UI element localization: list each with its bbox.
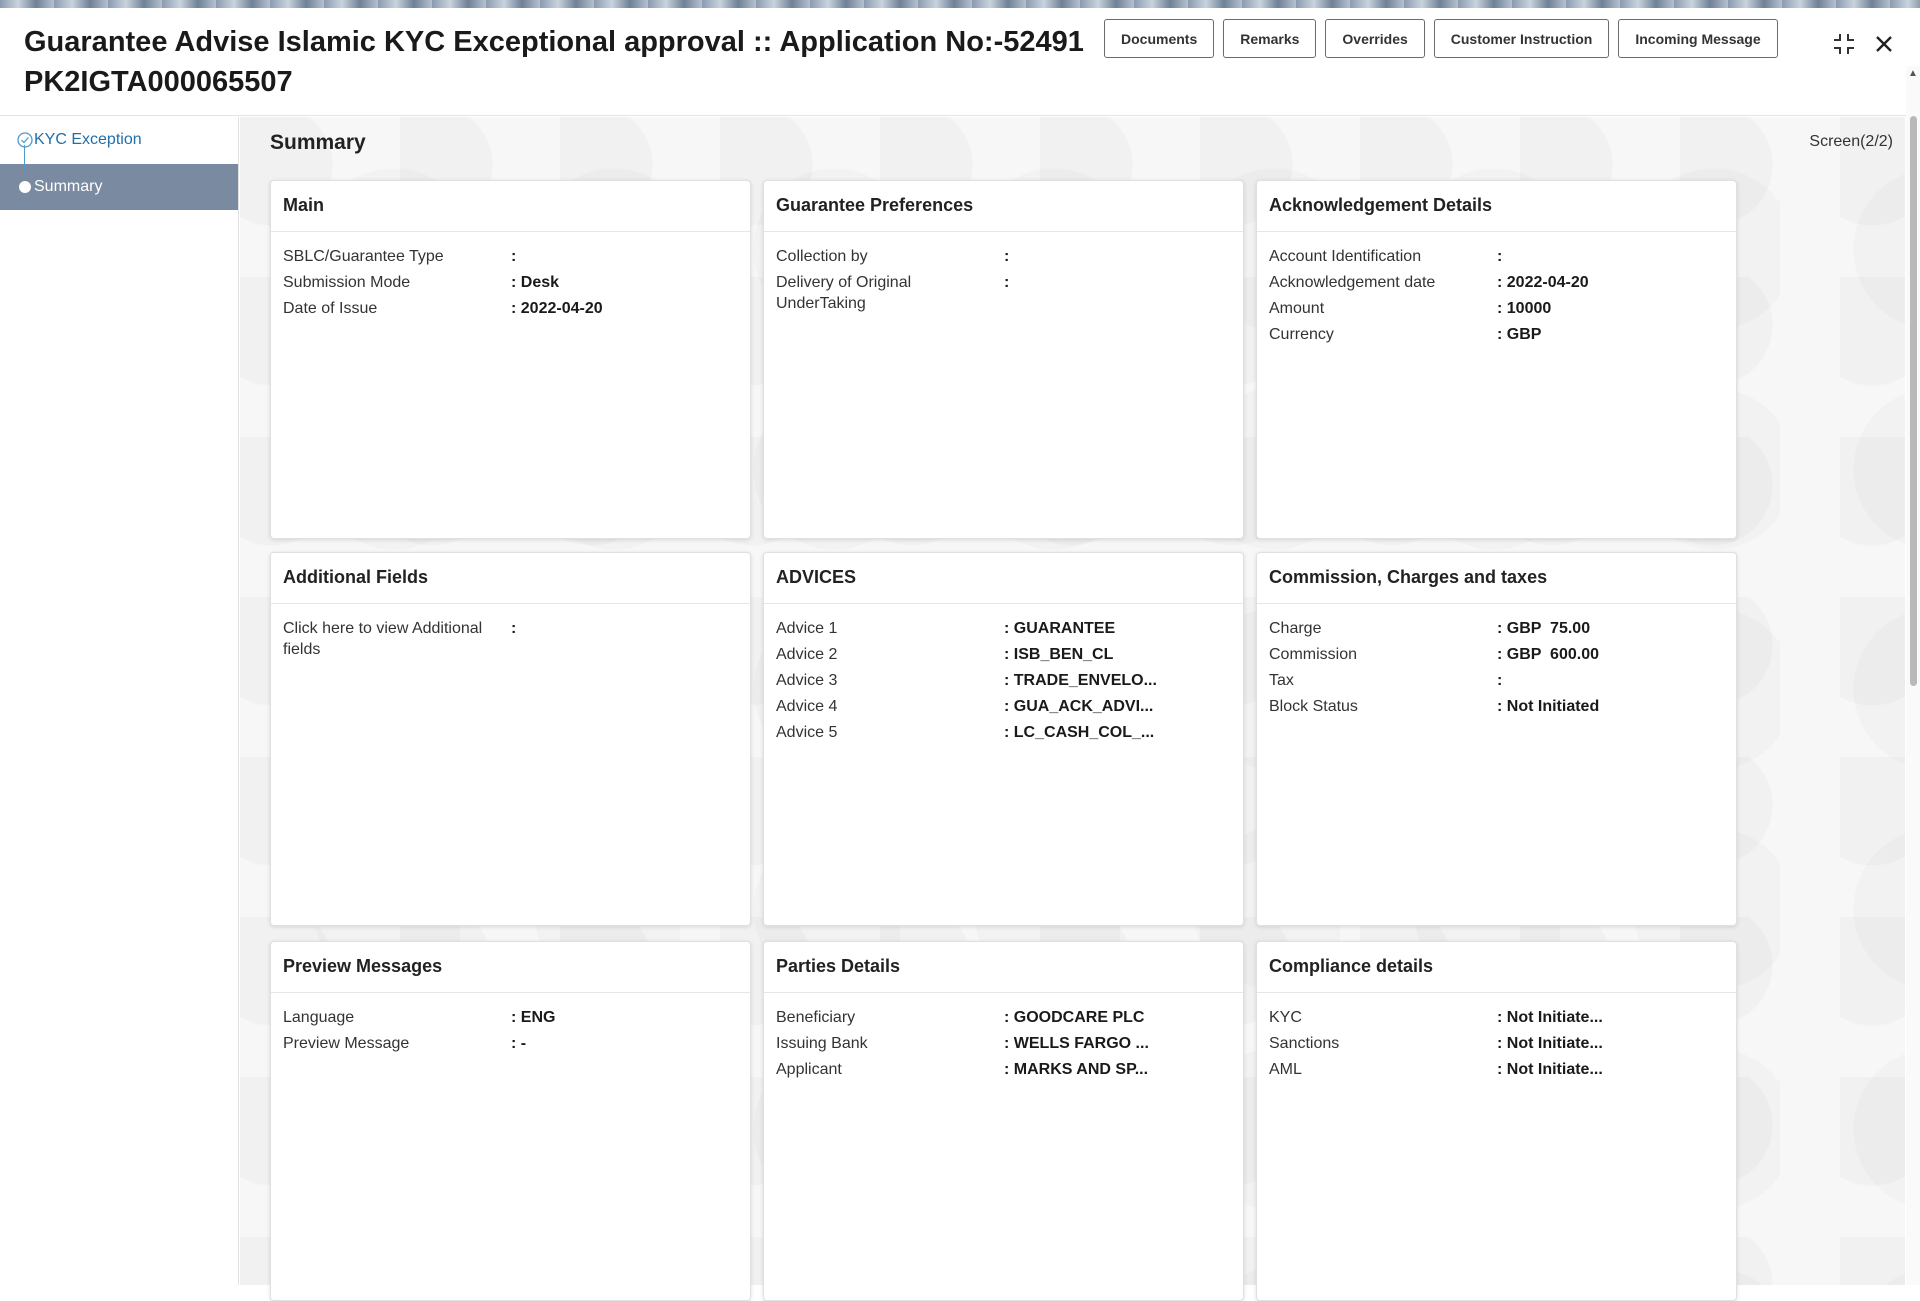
card-acknowledgement-details[interactable] xyxy=(1256,180,1737,539)
field-row xyxy=(1269,1033,1724,1054)
step-connector xyxy=(24,145,25,169)
field-value: : ENG xyxy=(511,1007,555,1028)
scrollbar-thumb[interactable] xyxy=(1910,116,1917,686)
field-value: : Not Initiate... xyxy=(1497,1033,1603,1054)
sidebar-step-label: Summary xyxy=(34,178,103,195)
field-row xyxy=(283,246,738,267)
field-label: AML xyxy=(1269,1061,1302,1078)
section-title: Summary xyxy=(270,131,366,154)
field-row xyxy=(283,298,738,319)
page-title-line1: Guarantee Advise Islamic KYC Exceptional approval :: Application No:-52491 xyxy=(24,26,1084,58)
documents-button[interactable]: Documents xyxy=(1104,19,1214,58)
page-header xyxy=(0,8,1920,116)
field-row xyxy=(1269,670,1724,691)
sidebar-step-kyc-exception[interactable] xyxy=(0,117,238,163)
page-title xyxy=(24,22,1084,102)
field-value xyxy=(1004,272,1009,314)
card-title: ADVICES xyxy=(764,553,1243,604)
field-value: : GUA_ACK_ADVI... xyxy=(1004,696,1153,717)
field-value xyxy=(1004,246,1009,267)
field-label: KYC xyxy=(1269,1009,1302,1026)
field-label: Sanctions xyxy=(1269,1035,1340,1052)
field-value: : 2022-04-20 xyxy=(1497,272,1589,293)
sidebar-step-summary[interactable] xyxy=(0,164,238,210)
field-value: : GOODCARE PLC xyxy=(1004,1007,1144,1028)
field-label: Language xyxy=(283,1009,355,1026)
card-title: Additional Fields xyxy=(271,553,750,604)
card-main[interactable] xyxy=(270,180,751,539)
field-value: : - xyxy=(511,1033,526,1054)
field-row xyxy=(1269,246,1724,267)
card-title: Compliance details xyxy=(1257,942,1736,993)
field-row xyxy=(1269,644,1724,665)
field-row xyxy=(1269,1007,1724,1028)
field-row xyxy=(776,1033,1231,1054)
field-row xyxy=(1269,1059,1724,1080)
card-title: Acknowledgement Details xyxy=(1257,181,1736,232)
field-value xyxy=(1497,246,1502,267)
wizard-sidebar xyxy=(0,117,239,1285)
remarks-button[interactable]: Remarks xyxy=(1223,19,1316,58)
card-parties-details[interactable] xyxy=(763,941,1244,1301)
field-label: Account Identification xyxy=(1269,248,1422,265)
field-value: : 2022-04-20 xyxy=(511,298,603,319)
field-label: Preview Message xyxy=(283,1035,410,1052)
field-value: : GBP 600.00 xyxy=(1497,644,1599,665)
field-value: : GUARANTEE xyxy=(1004,618,1115,639)
card-title: Guarantee Preferences xyxy=(764,181,1243,232)
card-title: Preview Messages xyxy=(271,942,750,993)
header-button-group xyxy=(1104,19,1778,58)
field-label: Commission xyxy=(1269,646,1358,663)
card-compliance-details[interactable] xyxy=(1256,941,1737,1301)
field-row xyxy=(776,670,1231,691)
field-label: Issuing Bank xyxy=(776,1035,868,1052)
field-value: : GBP 75.00 xyxy=(1497,618,1590,639)
field-row xyxy=(776,696,1231,717)
card-commission-charges-taxes[interactable] xyxy=(1256,552,1737,926)
field-row xyxy=(776,644,1231,665)
field-row xyxy=(776,618,1231,639)
card-additional-fields[interactable] xyxy=(270,552,751,926)
overrides-button[interactable]: Overrides xyxy=(1325,19,1424,58)
field-value xyxy=(511,618,516,660)
field-label: Amount xyxy=(1269,300,1325,317)
field-value: : TRADE_ENVELO... xyxy=(1004,670,1157,691)
field-label: Advice 5 xyxy=(776,724,838,741)
field-value: : Not Initiate... xyxy=(1497,1059,1603,1080)
field-row xyxy=(776,1007,1231,1028)
field-row xyxy=(283,618,738,660)
close-icon[interactable] xyxy=(1870,30,1898,58)
field-row xyxy=(1269,298,1724,319)
field-row xyxy=(283,272,738,293)
field-value: : Not Initiate... xyxy=(1497,1007,1603,1028)
card-guarantee-preferences[interactable] xyxy=(763,180,1244,539)
field-label: Collection by xyxy=(776,248,868,265)
card-title: Parties Details xyxy=(764,942,1243,993)
field-label: Acknowledgement date xyxy=(1269,274,1436,291)
field-row xyxy=(776,272,1231,314)
field-row xyxy=(776,722,1231,743)
field-label: Advice 2 xyxy=(776,646,838,663)
card-preview-messages[interactable] xyxy=(270,941,751,1301)
field-label: Tax xyxy=(1269,672,1294,689)
field-label: Advice 3 xyxy=(776,672,838,689)
field-label: Submission Mode xyxy=(283,274,411,291)
scroll-up-arrow-icon[interactable]: ▲ xyxy=(1908,68,1918,79)
field-label: Applicant xyxy=(776,1061,842,1078)
field-row xyxy=(283,1007,738,1028)
field-row xyxy=(1269,618,1724,639)
card-title: Commission, Charges and taxes xyxy=(1257,553,1736,604)
field-label: Delivery of Original UnderTaking xyxy=(776,274,912,312)
field-label: Block Status xyxy=(1269,698,1358,715)
field-value: : ISB_BEN_CL xyxy=(1004,644,1113,665)
additional-fields-link[interactable]: Click here to view Additional fields xyxy=(283,620,483,658)
vertical-scrollbar[interactable] xyxy=(1906,66,1920,1285)
card-advices[interactable] xyxy=(763,552,1244,926)
field-value: : WELLS FARGO ... xyxy=(1004,1033,1149,1054)
field-value: : GBP xyxy=(1497,324,1541,345)
field-row xyxy=(1269,272,1724,293)
field-label: Currency xyxy=(1269,326,1334,343)
field-label: Charge xyxy=(1269,620,1322,637)
field-row xyxy=(283,1033,738,1054)
field-value xyxy=(511,246,516,267)
field-label: Date of Issue xyxy=(283,300,378,317)
field-row xyxy=(1269,696,1724,717)
customer-instruction-button[interactable]: Customer Instruction xyxy=(1434,19,1610,58)
field-value: : MARKS AND SP... xyxy=(1004,1059,1148,1080)
incoming-message-button[interactable]: Incoming Message xyxy=(1618,19,1777,58)
field-value: : 10000 xyxy=(1497,298,1551,319)
screen-indicator: Screen(2/2) xyxy=(1809,133,1893,150)
field-label: Advice 4 xyxy=(776,698,838,715)
page-title-line2: PK2IGTA000065507 xyxy=(24,66,293,98)
top-decorative-strip xyxy=(0,0,1920,8)
field-label: SBLC/Guarantee Type xyxy=(283,248,444,265)
sidebar-step-label: KYC Exception xyxy=(34,131,142,148)
field-value: : Not Initiated xyxy=(1497,696,1599,717)
field-value: : LC_CASH_COL_... xyxy=(1004,722,1154,743)
main-content xyxy=(240,117,1905,1285)
field-row xyxy=(776,1059,1231,1080)
collapse-icon[interactable] xyxy=(1830,30,1858,58)
field-label: Advice 1 xyxy=(776,620,838,637)
field-label: Beneficiary xyxy=(776,1009,856,1026)
field-value xyxy=(1497,670,1502,691)
card-title: Main xyxy=(271,181,750,232)
check-circle-icon xyxy=(17,132,33,148)
field-row xyxy=(776,246,1231,267)
dot-icon xyxy=(17,179,33,195)
field-value: : Desk xyxy=(511,272,559,293)
field-row xyxy=(1269,324,1724,345)
